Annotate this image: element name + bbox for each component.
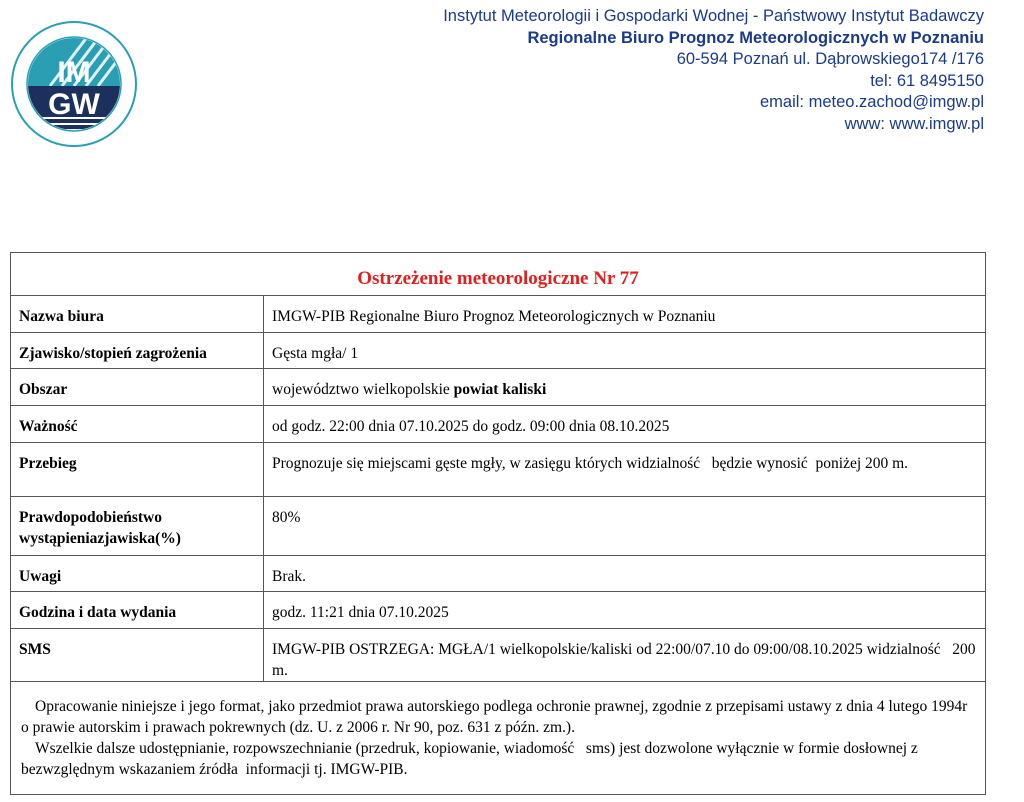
office-name: Regionalne Biuro Prognoz Meteorologicznych w Poznaniu bbox=[527, 28, 984, 47]
office-phone: tel: 61 8495150 bbox=[870, 71, 984, 90]
copyright-notice bbox=[11, 682, 985, 780]
area-county: powiat kaliski bbox=[453, 381, 547, 398]
row-area bbox=[11, 369, 985, 406]
svg-text:IM: IM bbox=[57, 56, 91, 89]
row-value: IMGW-PIB OSTRZEGA: MGŁA/1 wielkopolskie/kaliski od 22:00/07.10 do 09:00/08.10.2025 widzialność 200 m. bbox=[272, 641, 980, 679]
row-value: godz. 11:21 dnia 07.10.2025 bbox=[272, 604, 449, 621]
row-value: Gęsta mgła/ 1 bbox=[272, 345, 359, 362]
imgw-logo-image bbox=[10, 20, 138, 148]
row-value: od godz. 22:00 dnia 07.10.2025 do godz. 09:00 dnia 08.10.2025 bbox=[272, 418, 670, 435]
row-phenomenon bbox=[11, 333, 985, 369]
row-remarks bbox=[11, 556, 985, 592]
row-label: Ważność bbox=[11, 406, 264, 442]
row-issued bbox=[11, 592, 985, 629]
office-email[interactable]: email: meteo.zachod@imgw.pl bbox=[759, 93, 984, 111]
row-label: Zjawisko/stopień zagrożenia bbox=[11, 333, 264, 368]
row-label: Obszar bbox=[11, 369, 264, 405]
imgw-logo bbox=[10, 20, 138, 148]
warning-title: Ostrzeżenie meteorologiczne Nr 77 bbox=[11, 253, 985, 296]
row-probability bbox=[11, 497, 985, 556]
redistribution-paragraph: Wszelkie dalsze udostępnianie, rozpowszechnianie (przedruk, kopiowanie, wiadomość sms) jest dozwolone wyłącznie w formie dosłownej z bezwzględnym wskazaniem źródła informacji tj. IMGW-PIB. bbox=[21, 740, 922, 778]
institute-name: Instytut Meteorologii i Gospodarki Wodnej - Państwowy Instytut Badawczy bbox=[443, 7, 984, 25]
row-value: 80% bbox=[272, 509, 301, 526]
row-label: SMS bbox=[11, 629, 264, 681]
office-website[interactable]: www: www.imgw.pl bbox=[844, 114, 984, 133]
row-value: Brak. bbox=[272, 568, 307, 585]
institute-header bbox=[443, 6, 984, 135]
area-voivodeship: województwo wielkopolskie bbox=[272, 381, 454, 398]
copyright-paragraph: Opracowanie niniejsze i jego format, jako przedmiot prawa autorskiego podlega ochronie prawnej, zgodnie z przepisami ustawy z dnia 4 lutego 1994r o prawie autorskim i prawach pokrewnych (dz. U. z 2006 r. Nr 90, poz. 631 z późn. zm.). bbox=[21, 698, 968, 736]
svg-text:GW: GW bbox=[48, 88, 100, 121]
row-label: Uwagi bbox=[11, 556, 264, 591]
office-address: 60-594 Poznań ul. Dąbrowskiego174 /176 bbox=[676, 50, 984, 68]
row-label: Prawdopodobieństwo wystąpieniazjawiska(%) bbox=[11, 497, 264, 555]
row-course bbox=[11, 443, 985, 497]
row-validity bbox=[11, 406, 985, 443]
row-sms bbox=[11, 629, 985, 682]
row-office bbox=[11, 296, 985, 333]
row-value: IMGW-PIB Regionalne Biuro Prognoz Meteorologicznych w Poznaniu bbox=[272, 308, 716, 325]
row-value: Prognozuje się miejscami gęste mgły, w zasięgu których widzialność będzie wynosić poniżej 200 m. bbox=[272, 455, 909, 472]
row-label: Godzina i data wydania bbox=[11, 592, 264, 628]
row-label: Nazwa biura bbox=[11, 296, 264, 332]
row-label: Przebieg bbox=[11, 443, 264, 496]
row-value bbox=[264, 369, 985, 405]
warning-table bbox=[10, 252, 986, 795]
